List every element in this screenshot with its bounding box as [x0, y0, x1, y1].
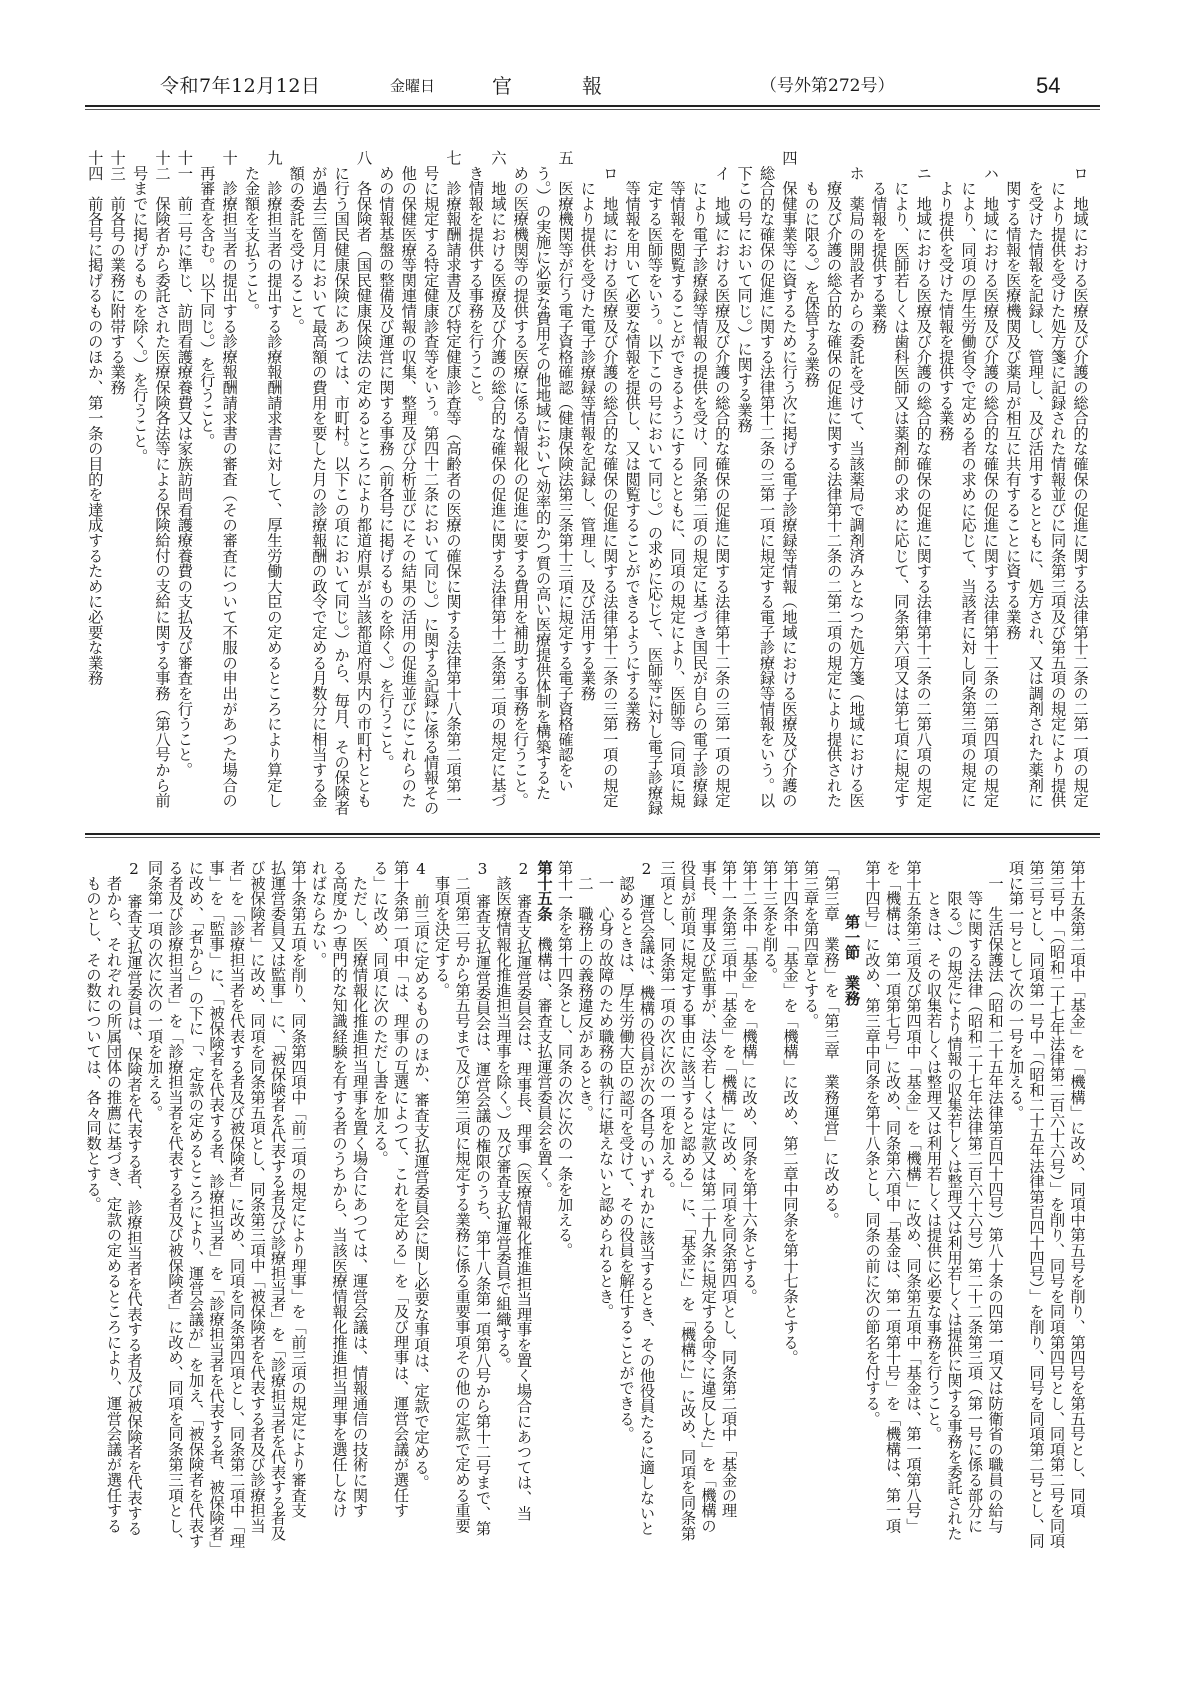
weekday: 金曜日 [390, 77, 436, 95]
text-column: ものとし、その数については、各々同数とする。 [84, 860, 102, 1212]
text-column: 第十五条第三項及び第四項中「基金」を「機構」に改め、同条第五項中「基金は、第一項第八号」 [904, 860, 922, 1534]
text-column: 事長、理事及び監事が、法令若しくは定款又は第二十九条に規定する命令に違反した」を「機構の [699, 860, 717, 1534]
text-column: 第十条第一項中「は、理事の互選によつて、これを定める」を「及び理事は、運営会議が選任す [391, 860, 410, 1518]
text-column: 九 診療担当者の提出する診療報酬請求書に対して、厚生労働大臣の定めるところにより算定し [264, 150, 283, 808]
section-heading: 第一節 業務 [842, 913, 861, 1006]
text-column: 「第三章 業務」を「第三章 業務運営」に改める。 [822, 860, 840, 1228]
gazette-title-char-2: 報 [582, 74, 602, 98]
text-column: 第十一条第三項中「基金」を「機構」に改め、同項を同条第四項とし、同条第二項中「基金の理 [719, 860, 738, 1518]
upper-text-block [83, 150, 1091, 816]
text-column: めの情報基盤の整備及び運営に関する事務（前各号に掲げるものを除く。）を行うこと。 [376, 150, 395, 770]
text-column: 者」を「診療担当者を代表する者及び被保険者」に改め、同項を同条第四項とし、同条第二項中「理 [227, 860, 246, 1549]
text-column: イ 地域における医療及び介護の総合的な確保の促進に関する法律第十二条の三第一項の規定 [712, 150, 731, 808]
text-column: ハ 地域における医療及び介護の総合的な確保の促進に関する法律第十二条の二第四項の規定 [981, 150, 1000, 808]
text-column: 限る。）の規定により情報の収集若しくは整理又は利用若しくは提供に関する事務を委託された [945, 860, 963, 1541]
text-column: 事」を「監事」に、「被保険者を代表する者、診療担当者」を「診療担当者を代表する者、被保険者」 [207, 860, 225, 1557]
header-rule-thin [85, 109, 1100, 110]
text-column: ロ 地域における医療及び介護の総合的な確保の促進に関する法律第十二条の三第一項の規定 [600, 150, 619, 808]
section-divider [85, 833, 1100, 835]
text-column: 第十五条第二項中「基金」を「機構」に改め、同項中第五号を削り、第四号を第五号とし、同項 [1068, 860, 1086, 1518]
text-column: に行う国民健康保険にあつては、市町村。以下この項において同じ。）から、毎月、その保険者 [332, 150, 351, 816]
text-column: 下この号において同じ。）に関する業務 [735, 150, 754, 434]
text-column: 役員が前項に規定する事由に該当すると認める」に、「基金に」を「機構に」に改め、同項を同条第 [678, 860, 697, 1541]
text-column: 十四 前各号に掲げるもののほか、第一条の目的を達成するために必要な業務 [85, 150, 104, 686]
text-column: 再審査を含む。以下同じ。）を行うこと。 [197, 150, 216, 449]
text-column: により電子診療録等情報の提供を受け、同条第二項の規定に基づき国民が自らの電子診療録 [690, 150, 709, 808]
text-column: 関する情報を医療機関及び薬局が相互に共有することに資する業務 [1003, 150, 1022, 640]
text-column: る者及び診療担当者」を「診療担当者を代表する者及び被保険者」に改め、同項を同条第三項とし、 [166, 860, 184, 1549]
text-column: た金額を支払うこと。 [242, 150, 261, 319]
text-column: ればならない。 [309, 860, 328, 968]
text-column: る高度かつ専門的な知識経験を有する者のうちから、当該医療情報化推進担当理事を選任しなけ [330, 860, 348, 1518]
text-column: を「機構は、第一項第七号」に改め、同条第六項中「基金は、第一項第十号」を「機構は、第一項 [883, 860, 902, 1534]
text-column: ときは、その収集若しくは整理又は利用若しくは提供に必要な事務を行うこと。 [924, 860, 943, 1442]
text-column: ものに限る。）を保管する業務 [802, 150, 821, 388]
text-column: 十 診療担当者の提出する診療報酬請求書の審査（その審査について不服の申出があつた場合の [220, 150, 239, 808]
text-column: 他の保健医療等関連情報の収集、整理及び分析並びにその結果の活用の促進並びにこれらのた [399, 150, 418, 808]
text-column: 項に第一号として次の一号を加える。 [1006, 860, 1025, 1121]
section-divider-thin [85, 837, 1100, 838]
issue-number: （号外第272号） [760, 76, 895, 96]
text-column: により提供を受けた電子診療録等情報を記録し、管理し、及び活用する業務 [578, 150, 597, 701]
text-column: が過去三箇月において最高額の費用を要した月の診療報酬の政令で定める月数分に相当する金 [309, 150, 328, 808]
text-column: に改め、「者から」の下に「、定款の定めるところにより、運営会議が」を加え、「被保険者を代表す [186, 860, 205, 1549]
page-number: 54 [1036, 73, 1061, 98]
text-column: び被保険者」に改め、同項を同条第五項とし、同条第三項中「被保険者を代表する者及び診療担当 [248, 860, 266, 1534]
text-column: を受けた情報を記録し、管理し、及び活用するとともに、処方され、又は調剤された薬剤に [1026, 150, 1045, 808]
text-column: る」に改め、同項に次のただし書を加える。 [371, 860, 389, 1166]
text-column: めの医療機関等の提供する医療に係る情報化の促進に要する費用を補助する事務を行うこと。 [511, 150, 530, 808]
text-column: ニ 地域における医療及び介護の総合的な確保の促進に関する法律第十二条の二第八項の規定 [914, 150, 933, 808]
text-column: 第十三条を削る。 [760, 860, 779, 983]
text-column: 2 運営会議は、機構の役員が次の各号のいずれかに該当するとき、その他役員たるに適しないと [637, 860, 656, 1536]
text-column: ただし、医療情報化推進担当理事を置く場合にあつては、運営会議は、情報通信の技術に関す [350, 860, 369, 1518]
gazette-title-char-1: 官 [492, 74, 512, 98]
text-column: 十一 前二号に準じ、訪問看護療養費又は家族訪問看護療養費の支払及び審査を行うこと。 [175, 150, 194, 778]
header-rule [85, 105, 1100, 107]
text-column: 第十四条中「基金」を「機構」に改め、第二章中同条を第十七条とする。 [781, 860, 799, 1365]
text-column: 一 生活保護法（昭和二十五年法律第百四十四号）第八十条の四第一項又は防衛省の職員の給与 [986, 860, 1004, 1534]
text-column: により、同項の厚生労働省令で定める者の求めに応じて、当該者に対し同条第三項の規定に [959, 150, 978, 808]
text-column: 事項を決定する。 [432, 860, 451, 998]
article-text: 機構は、審査支払運営委員会を置く。 [535, 921, 553, 1197]
text-column: 総合的な確保の促進に関する法律第十二条の三第一項に規定する電子診療録等情報をいう。以 [757, 150, 776, 808]
text-column: 2 審査支払運営委員会は、理事長、理事（医療情報化推進担当理事を置く場合にあつては、当 [514, 860, 533, 1521]
text-column: る情報を提供する業務 [869, 150, 888, 334]
text-column: 払運営委員又は監事」に、「被保険者を代表する者及び診療担当者」を「診療担当者を代表する者及 [268, 860, 287, 1541]
text-column: 2 審査支払運営委員は、保険者を代表する者、診療担当者を代表する者及び被保険者を代表する [125, 860, 143, 1536]
text-column: 七 診療報酬請求書及び特定健康診査等（高齢者の医療の確保に関する法律第十八条第二項第一 [444, 150, 463, 808]
text-column: 二項第二号から第五号まで及び第三項に規定する業務に係る重要事項その他の定款で定める重要 [453, 860, 471, 1534]
text-column: 十三 前各号の業務に附帯する業務 [108, 150, 127, 395]
text-column: 第三章を第四章とする。 [801, 860, 820, 1029]
text-column: より提供を受けた情報を提供する業務 [936, 150, 955, 441]
text-column: き情報を提供する事務を行うこと。 [466, 150, 485, 411]
text-column [534, 860, 555, 1550]
text-column: 3 審査支払運営委員会は、運営会議の権限のうち、第十八条第一項第八号から第十二号まで、第 [473, 860, 492, 1536]
lower-text-block [83, 860, 1088, 1557]
text-column: 三項とし、同条第一項の次に次の一項を加える。 [658, 860, 676, 1197]
text-column: 療及び介護の総合的な確保の促進に関する法律第十二条の二第二項の規定により提供された [824, 150, 843, 808]
text-column: 号までに掲げるものを除く。）を行うこと。 [130, 150, 149, 464]
text-column: 第十四号」に改め、第三章中同条を第十八条とし、同条の前に次の節名を付する。 [863, 860, 881, 1427]
text-column: 第三号とし、同項第一号中「（昭和二十五年法律第百四十四号）」を削り、同号を同項第二号とし、同 [1027, 860, 1045, 1549]
text-column: 該医療情報化推進担当理事を除く。）及び審査支払運営委員で組織する。 [494, 860, 512, 1373]
text-column: 四 保健事業等に資するために行う次に掲げる電子診療録等情報（地域における医療及び介護の [779, 150, 798, 808]
text-column: 一 心身の故障のため職務の執行に堪えないと認められるとき。 [596, 860, 615, 1319]
text-column: 第三号中「（昭和二十七年法律第二百六十六号）」を削り、同号を同項第四号とし、同項第二号を同項 [1047, 860, 1066, 1549]
text-column: う。）の実施に必要な費用その他地域において効率的かつ質の高い医療提供体制を構築するた [533, 150, 552, 801]
text-column: 十二 保険者から委託された医療保険各法等による保険給付の支給に関する事務（第八号から前 [152, 150, 171, 808]
text-column: 者から、それぞれの所属団体の推薦に基づき、定款の定めるところにより、運営会議が選任する [104, 860, 123, 1534]
text-column: 額の委託を受けること。 [287, 150, 306, 334]
text-column: 号に規定する特定健康診査等をいう。第四十二条において同じ。）に関する記録に係る情報その [421, 150, 440, 816]
issue-date: 令和7年12月12日 [160, 75, 321, 97]
text-column: により提供を受けた処方箋に記録された情報並びに同条第三項及び第五項の規定により提供 [1048, 150, 1067, 808]
text-column: 第十一条を第十四条とし、同条の次に次の一条を加える。 [555, 860, 574, 1258]
text-column: 第十二条中「基金」を「機構」に改め、同条を第十六条とする。 [740, 860, 758, 1304]
text-column: 二 職務上の義務違反があるとき。 [576, 860, 594, 1121]
text-column: ホ 薬局の開設者からの委託を受けて、当該薬局で調剤済みとなつた処方箋（地域における医 [847, 150, 866, 808]
text-column: ロ 地域における医療及び介護の総合的な確保の促進に関する法律第十二条の二第一項の規定 [1071, 150, 1089, 808]
text-column: 等情報を閲覧することができるようにするとともに、同項の規定により、医師等（同項に規 [667, 150, 686, 808]
text-column: 認めるときは、厚生労働大臣の認可を受けて、その役員を解任することができる。 [617, 860, 635, 1442]
text-column: 同条第一項の次に次の一項を加える。 [145, 860, 164, 1121]
article-label: 第十五条 [535, 860, 553, 922]
text-column: 等情報を用いて必要な情報を提供し、又は閲覧することができるようにする業務 [623, 150, 642, 732]
text-column: 第十条第五項を削り、同条第四項中「前二項の規定により理事」を「前三項の規定により審査支 [289, 860, 307, 1518]
text-column: 4 前三項に定めるもののほか、審査支払運営委員会に関し必要な事項は、定款で定める。 [412, 860, 430, 1490]
text-column: により、医師若しくは歯科医師又は薬剤師の求めに応じて、同条第六項又は第七項に規定す [891, 150, 910, 808]
text-column: 五 医療機関等が行う電子資格確認（健康保険法第三条第十三項に規定する電子資格確認をい [556, 150, 575, 793]
text-column: 等に関する法律（昭和二十七年法律第二百六十六号）第二十二条第三項（第一号に係る部分に [965, 860, 984, 1534]
gazette-header [150, 70, 1090, 102]
text-column: 六 地域における医療及び介護の総合的な確保の促進に関する法律第十二条第二項の規定に基づ [488, 150, 507, 808]
text-column: 八 各保険者（国民健康保険法の定めるところにより都道府県が当該都道府県内の市町村ととも [354, 150, 373, 808]
text-column: 定する医師等をいう。以下この号において同じ。）の求めに応じて、医師等に対し電子診療録 [645, 150, 664, 816]
